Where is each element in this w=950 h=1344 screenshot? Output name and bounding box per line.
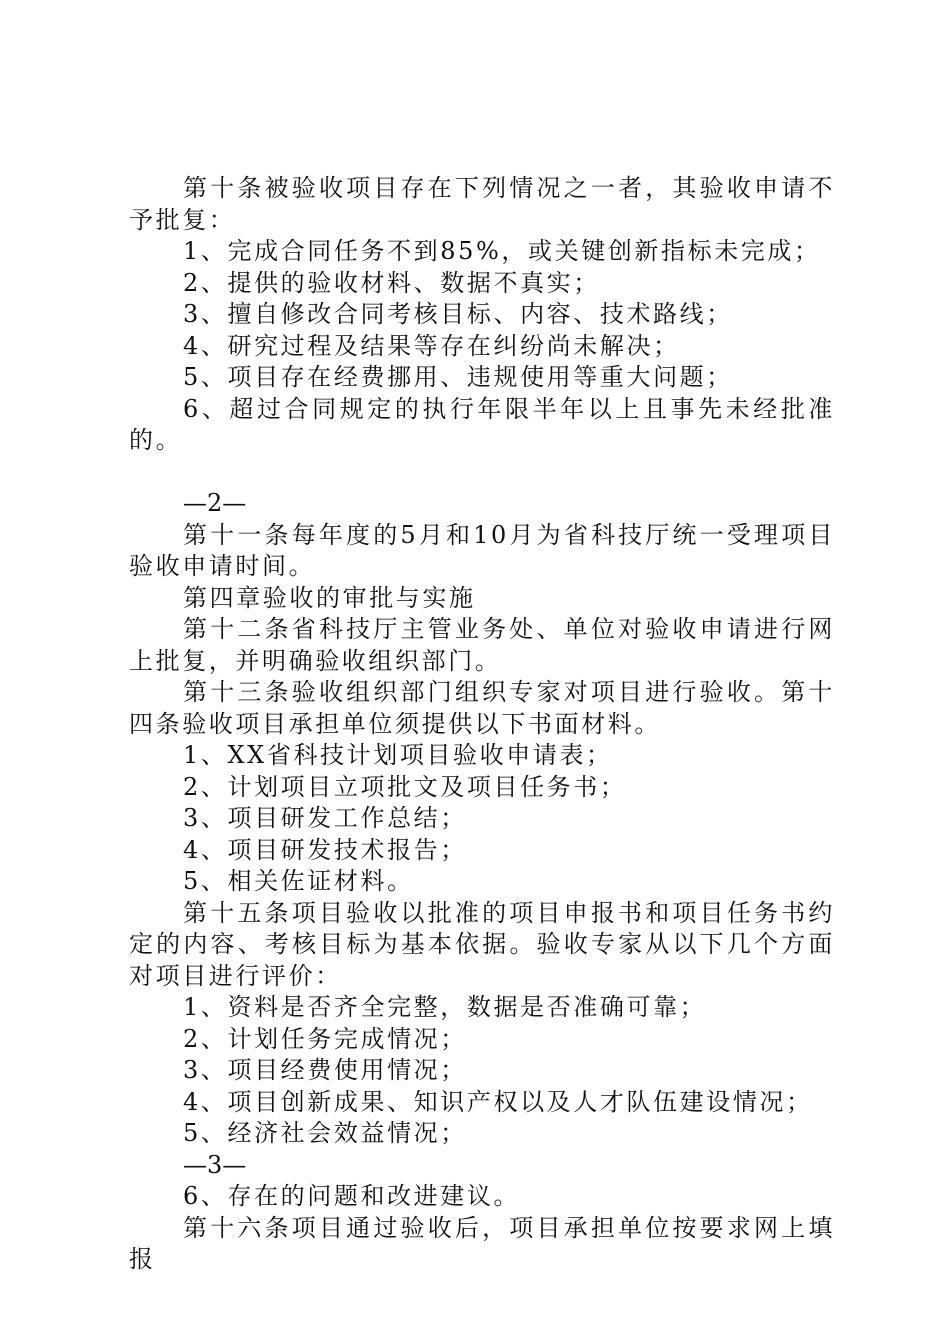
article-12-paragraph: 第十二条省科技厅主管业务处、单位对验收申请进行网上批复，并明确验收组织部门。: [129, 615, 835, 675]
article-16-paragraph: 第十六条项目通过验收后，项目承担单位按要求网上填报: [129, 1213, 835, 1273]
article-10-paragraph: 第十条被验收项目存在下列情况之一者，其验收申请不予批复：: [129, 174, 835, 234]
list-item: 1、完成合同任务不到85%，或关键创新指标未完成；: [183, 237, 821, 265]
list-item: 2、提供的验收材料、数据不真实；: [183, 268, 600, 297]
list-item: 4、项目创新成果、知识产权以及人才队伍建设情况；: [183, 1087, 813, 1116]
list-item: 3、项目经费使用情况；: [183, 1056, 467, 1084]
list-item: 3、擅自修改合同考核目标、内容、技术路线；: [183, 300, 733, 328]
list-item: 1、资料是否齐全完整，数据是否准确可靠；: [183, 993, 707, 1021]
page-number-marker: —3—: [183, 1150, 247, 1179]
list-item: 2、计划任务完成情况；: [183, 1024, 467, 1053]
article-13-14-paragraph: 第十三条验收组织部门组织专家对项目进行验收。第十四条验收项目承担单位须提供以下书面材料。: [129, 678, 835, 738]
list-item: 5、经济社会效益情况；: [183, 1119, 467, 1147]
article-11-paragraph: 第十一条每年度的5月和10月为省科技厅统一受理项目验收申请时间。: [129, 520, 835, 580]
list-item: 4、研究过程及结果等存在纠纷尚未解决；: [183, 331, 680, 360]
list-item: 6、超过合同规定的执行年限半年以上且事先未经批准的。: [129, 394, 835, 454]
list-item: 5、项目存在经费挪用、违规使用等重大问题；: [183, 363, 733, 391]
list-item: 6、存在的问题和改进建议。: [183, 1182, 521, 1210]
chapter-heading: 第四章验收的审批与实施: [183, 583, 476, 612]
page-number-marker: —2—: [183, 489, 247, 517]
article-15-paragraph: 第十五条项目验收以批准的项目申报书和项目任务书约定的内容、考核目标为基本依据。验收专家从以下几个方面对项目进行评价：: [129, 898, 835, 990]
list-item: 1、XX省科技计划项目验收申请表；: [183, 741, 613, 769]
list-item: 3、项目研发工作总结；: [183, 804, 467, 832]
document-body: [129, 173, 835, 1276]
blank-line: [129, 457, 835, 489]
list-item: 4、项目研发技术报告；: [183, 835, 467, 864]
list-item: 5、相关佐证材料。: [183, 867, 414, 895]
list-item: 2、计划项目立项批文及项目任务书；: [183, 772, 627, 801]
